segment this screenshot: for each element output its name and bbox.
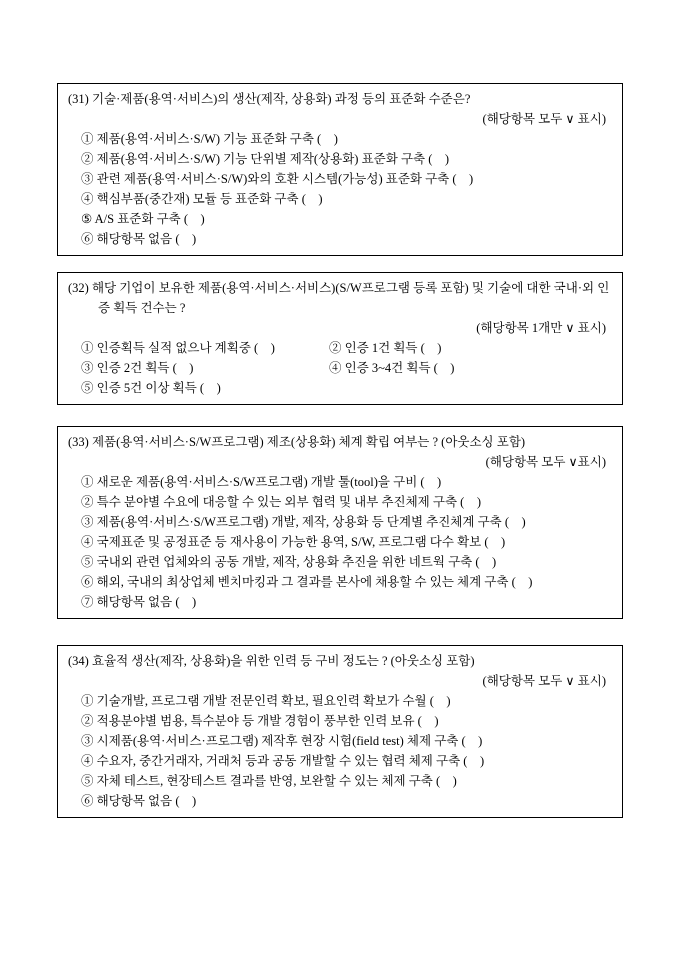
- question-title: (32) 해당 기업이 보유한 제품(용역·서비스·서비스)(S/W프로그램 등록 포함) 및 기술에 대한 국내·외 인증 획득 건수는 ?: [68, 281, 610, 315]
- option-item: ⑦ 해당항목 없음 ( ): [81, 595, 197, 609]
- question-title: (34) 효율적 생산(제작, 상용화)을 위한 인력 등 구비 정도는 ? (아웃소싱 포함): [68, 654, 475, 668]
- question-box-33: [57, 426, 623, 619]
- instruction-note: (해당항목 모두 ∨ 표시): [482, 674, 606, 688]
- option-item: ④ 수요자, 중간거래자, 거래처 등과 공동 개발할 수 있는 협력 체제 구축 ( ): [81, 754, 485, 768]
- option-item: ② 제품(용역·서비스·S/W) 기능 단위별 제작(상용화) 표준화 구축 ( ): [81, 152, 450, 166]
- question-title: (33) 제품(용역·서비스·S/W프로그램) 제조(상용화) 체계 확립 여부는 ? (아웃소싱 포함): [68, 435, 526, 449]
- option-item: ④ 핵심부품(중간재) 모듈 등 표준화 구축 ( ): [81, 192, 323, 206]
- option-item: ④ 인증 3~4건 획득 ( ): [329, 361, 455, 375]
- option-item: ⑥ 해당항목 없음 ( ): [81, 794, 197, 808]
- option-row: [68, 378, 612, 398]
- question-box-34: [57, 645, 623, 818]
- option-item: ② 특수 분야별 수요에 대응할 수 있는 외부 협력 및 내부 추진체제 구축 ( ): [81, 495, 481, 509]
- question-box-32: [57, 272, 623, 405]
- option-item: ① 제품(용역·서비스·S/W) 기능 표준화 구축 ( ): [81, 132, 338, 146]
- option-item: ④ 국제표준 및 공정표준 등 재사용이 가능한 용역, S/W, 프로그램 다수 확보 ( ): [81, 535, 506, 549]
- option-row: [68, 358, 612, 378]
- option-item: ③ 인증 2건 획득 ( ): [81, 361, 194, 375]
- instruction-note: (해당항목 모두 ∨표시): [485, 455, 606, 469]
- option-item: ① 인증획득 실적 없으나 계획중 ( ): [81, 341, 275, 355]
- option-item: ② 인증 1건 획득 ( ): [329, 341, 442, 355]
- question-box-31: [57, 83, 623, 256]
- option-item: ② 적용분야별 범용, 특수분야 등 개발 경험이 풍부한 인력 보유 ( ): [81, 714, 439, 728]
- instruction-note: (해당항목 1개만 ∨ 표시): [476, 321, 606, 335]
- option-item: ③ 시제품(용역·서비스·프로그램) 제작후 현장 시험(field test) 체제 구축 ( ): [81, 734, 483, 748]
- option-item: ⑤ 자체 테스트, 현장테스트 결과를 반영, 보완할 수 있는 체제 구축 ( ): [81, 774, 457, 788]
- option-item: ③ 관련 제품(용역·서비스·S/W)와의 호환 시스템(가능성) 표준화 구축 ( ): [81, 172, 474, 186]
- option-item: ⑤ 국내외 관련 업체와의 공동 개발, 제작, 상용화 추진을 위한 네트웍 구축 ( ): [81, 555, 497, 569]
- option-item: ① 새로운 제품(용역·서비스·S/W프로그램) 개발 툴(tool)을 구비 ( ): [81, 475, 442, 489]
- option-item: ③ 제품(용역·서비스·S/W프로그램) 개발, 제작, 상용화 등 단계별 추진체계 구축 ( ): [81, 515, 526, 529]
- option-item: ⑤ A/S 표준화 구축 ( ): [81, 212, 205, 226]
- option-item: ⑥ 해당항목 없음 ( ): [81, 232, 197, 246]
- instruction-note: (해당항목 모두 ∨ 표시): [482, 112, 606, 126]
- option-row: [68, 338, 612, 358]
- option-item: ⑤ 인증 5건 이상 획득 ( ): [81, 381, 221, 395]
- option-item: ⑥ 해외, 국내의 최상업체 벤치마킹과 그 결과를 본사에 채용할 수 있는 체계 구축 ( ): [81, 575, 533, 589]
- option-item: ① 기술개발, 프로그램 개발 전문인력 확보, 필요인력 확보가 수월 ( ): [81, 694, 451, 708]
- question-title: (31) 기술·제품(용역·서비스)의 생산(제작, 상용화) 과정 등의 표준화 수준은?: [68, 92, 471, 106]
